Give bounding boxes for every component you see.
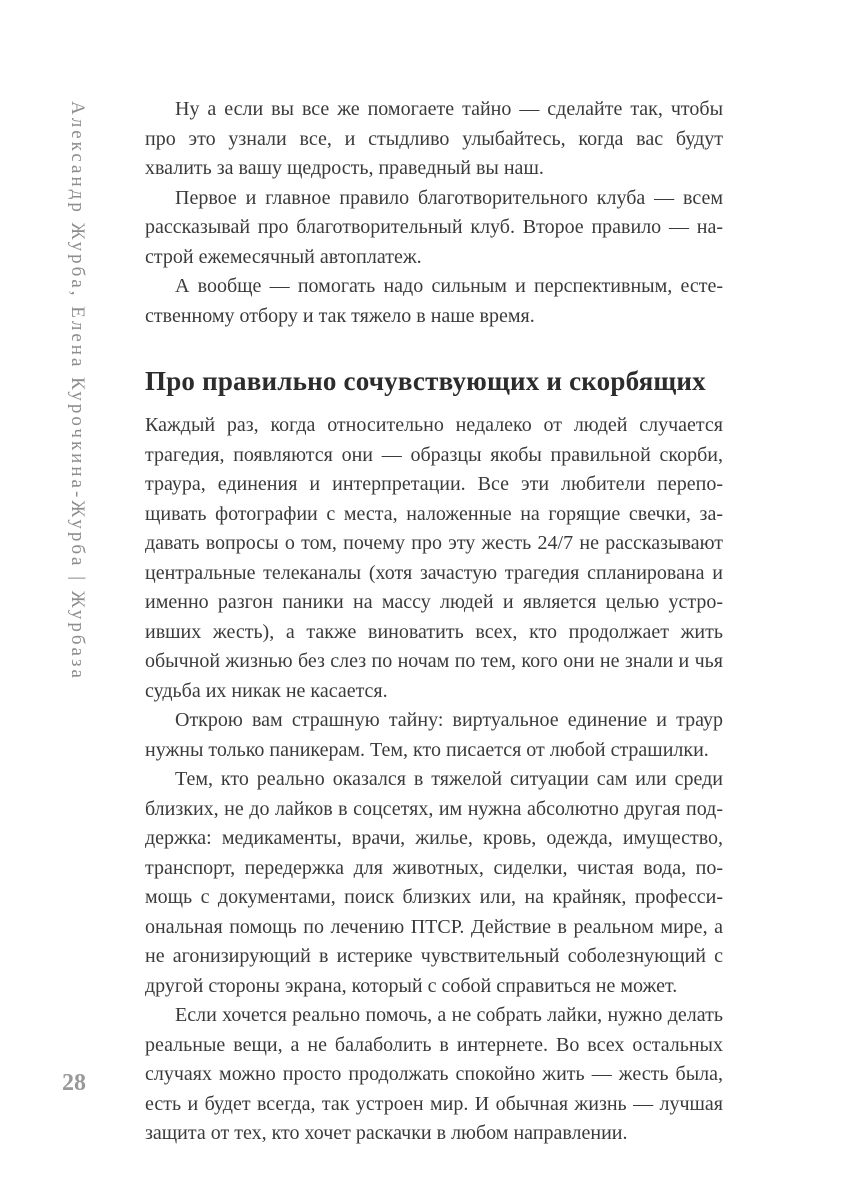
paragraph-helping-secretly: Ну а если вы все же помогаете тайно — сделайте так, чтобы про это узнали все, и стыдливо улыбайтесь, когда вас будут хвалить за вашу щедрость, праведный вы наш. — [145, 98, 723, 179]
paragraph-real-help-conclusion: Если хочется реально помочь, а не собрать лайки, нужно делать реальные вещи, а не балаболить в интернете. Во всех остальных случаях можно просто продолжать спокойно жить — жесть была, есть и будет всегда, так устроен мир. И обычная жизнь — лучшая защита от тех, кто хочет раскачки в любом направлении. — [145, 1004, 723, 1144]
section-heading: Про правильно сочувствующих и скорбящих — [145, 366, 706, 396]
page-number: 28 — [62, 1070, 86, 1096]
paragraph-help-the-strong: А вообще — помогать надо сильным и перспективным, естественному отбору и так тяжело в наше время. — [145, 275, 723, 327]
page-text-column — [145, 95, 723, 1149]
paragraph-charity-club-rules: Первое и главное правило благотворительного клуба — всем рассказывай про благотворительный клуб. Второе правило — настрой ежемесячный автоплатеж. — [145, 186, 723, 268]
paragraph-tragedy-performers: Каждый раз, когда относительно недалеко от людей случается трагедия, появляются они — образцы якобы правильной скорби, траура, единения и интерпретации. Все эти любители перепощивать фотографии с места, наложенные на горящие свечки, задавать вопросы о том, почему про эту жесть 24/7 не рассказывают центральные телеканалы (хотя зачастую трагедия спланирована и именно разгон паники на массу людей и является целью устроивших жесть), а также виноватить всех, кто продолжает жить обычной жизнью без слез по ночам по тем, кого они не знали и чья судьба их никак не касается. — [145, 414, 723, 702]
spine-author-text: Александр Журба, Елена Курочкина-Журба | Журбаза — [67, 101, 88, 681]
paragraph-real-support-needs: Тем, кто реально оказался в тяжелой ситуации сам или среди близких, не до лайков в соцсетях, им нужна абсолютно другая поддержка: медикаменты, врачи, жилье, кровь, одежда, имущество, транспорт, передержка для животных, сиделки, чистая вода, помощь с документами, поиск близких или, на крайняк, профессиональная помощь по лечению ПТСР. Действие в реальном мире, а не агонизирующий в истерике чувствительный соболезнующий с другой стороны экрана, который с собой справиться не может. — [145, 768, 723, 997]
paragraph-virtual-mourning: Открою вам страшную тайну: виртуальное единение и траур нужны только паникерам. Тем, кто писается от любой страшилки. — [145, 709, 723, 761]
